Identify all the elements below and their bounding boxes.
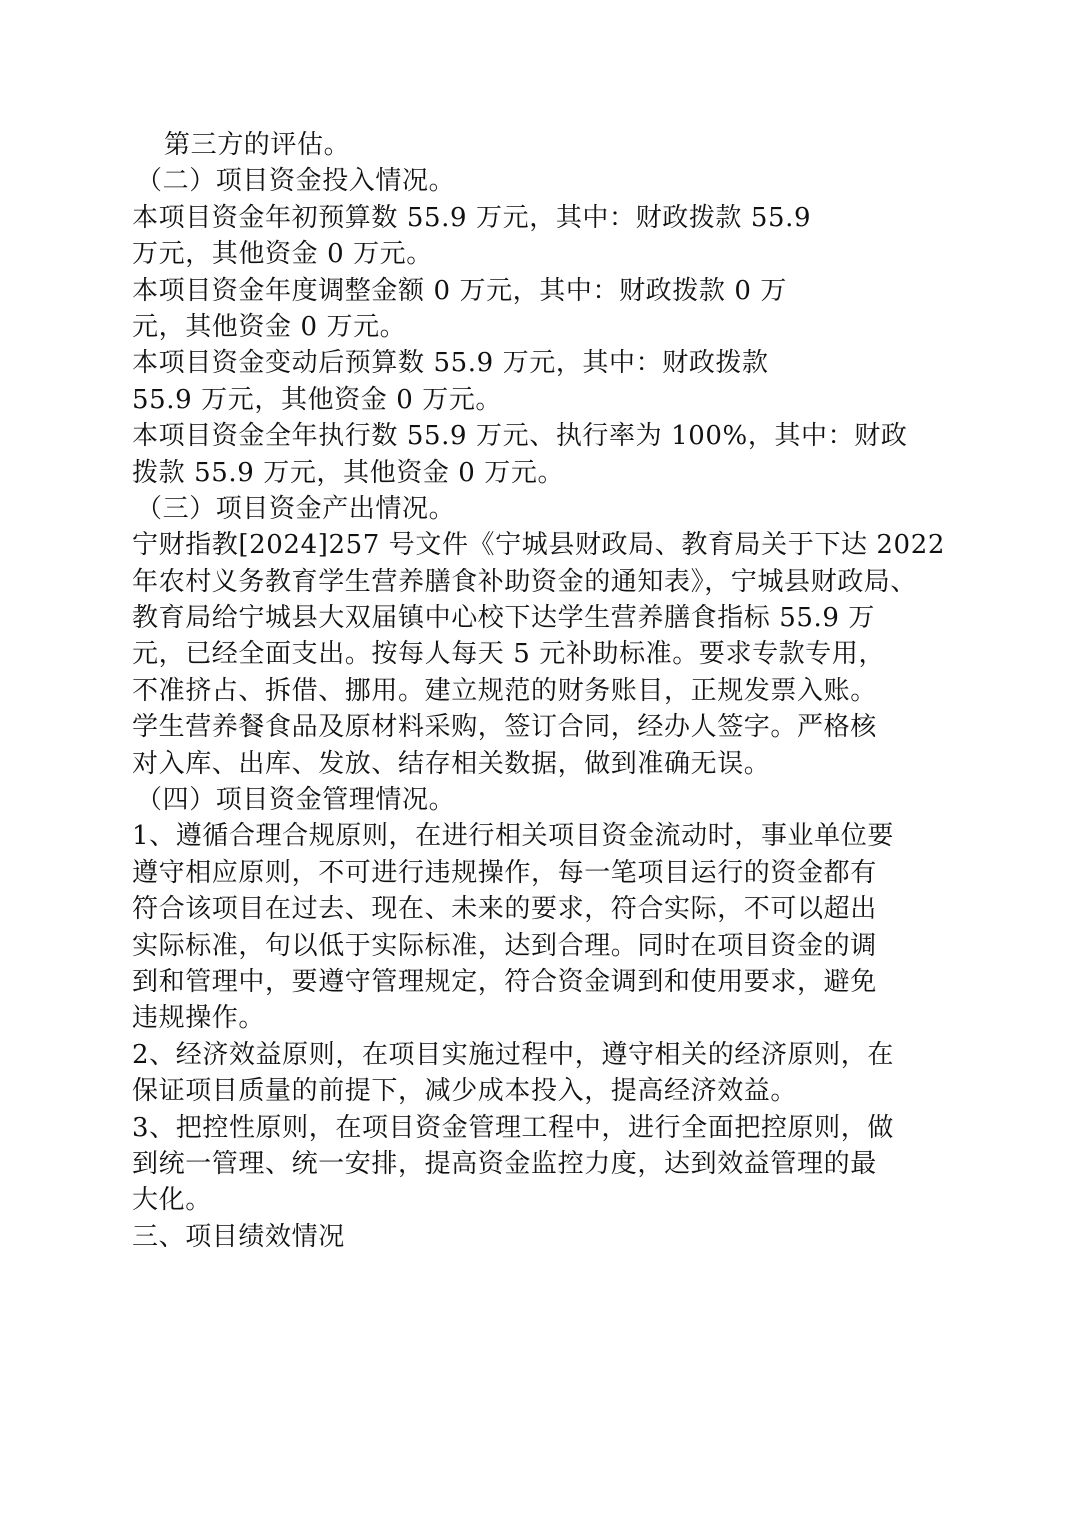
- paragraph-line: 1、遵循合理合规原则，在进行相关项目资金流动时，事业单位要: [132, 821, 894, 852]
- paragraph-line: 本项目资金年初预算数 55.9 万元，其中：财政拨款 55.9: [132, 202, 812, 233]
- paragraph-line: 本项目资金变动后预算数 55.9 万元，其中：财政拨款: [132, 348, 769, 379]
- paragraph-line: 保证项目质量的前提下，减少成本投入，提高经济效益。: [132, 1076, 798, 1107]
- paragraph-line: 万元，其他资金 0 万元。: [132, 239, 433, 270]
- paragraph-line: 本项目资金年度调整金额 0 万元，其中：财政拨款 0 万: [132, 275, 787, 306]
- paragraph-line: 55.9 万元，其他资金 0 万元。: [132, 384, 503, 415]
- paragraph-line: 不准挤占、拆借、挪用。建立规范的财务账目，正规发票入账。: [132, 675, 877, 706]
- paragraph-line: 大化。: [132, 1185, 212, 1216]
- section-heading: （四）项目资金管理情况。: [136, 785, 456, 816]
- paragraph-line: 宁财指教[2024]257 号文件《宁城县财政局、教育局关于下达 2022: [132, 530, 945, 561]
- paragraph-line: 到和管理中，要遵守管理规定，符合资金调到和使用要求，避免: [132, 966, 877, 997]
- paragraph-line: 拨款 55.9 万元，其他资金 0 万元。: [132, 457, 565, 488]
- document-body: [132, 127, 952, 1255]
- paragraph-line: 违规操作。: [132, 1003, 266, 1034]
- paragraph-line: 元，其他资金 0 万元。: [132, 311, 407, 342]
- paragraph-line: 元，已经全面支出。按每人每天 5 元补助标准。要求专款专用，: [132, 639, 886, 670]
- paragraph-line: 符合该项目在过去、现在、未来的要求，符合实际，不可以超出: [132, 894, 877, 925]
- paragraph-line: 到统一管理、统一安排，提高资金监控力度，达到效益管理的最: [132, 1148, 877, 1179]
- paragraph-line: 实际标准，句以低于实际标准，达到合理。同时在项目资金的调: [132, 930, 877, 961]
- section-heading: （二）项目资金投入情况。: [136, 166, 456, 197]
- section-heading: 三、项目绩效情况: [132, 1221, 345, 1252]
- section-heading: （三）项目资金产出情况。: [136, 493, 456, 524]
- paragraph-line: 3、把控性原则，在项目资金管理工程中，进行全面把控原则，做: [132, 1112, 894, 1143]
- paragraph-line: 本项目资金全年执行数 55.9 万元、执行率为 100%，其中：财政: [132, 421, 908, 452]
- paragraph-line: 2、经济效益原则，在项目实施过程中，遵守相关的经济原则，在: [132, 1039, 894, 1070]
- paragraph-line: 对入库、出库、发放、结存相关数据，做到准确无误。: [132, 748, 771, 779]
- paragraph-line: 第三方的评估。: [164, 130, 351, 160]
- paragraph-line: 学生营养餐食品及原材料采购，签订合同，经办人签字。严格核: [132, 712, 877, 743]
- paragraph-line: 教育局给宁城县大双届镇中心校下达学生营养膳食指标 55.9 万: [132, 603, 876, 634]
- paragraph-line: 遵守相应原则，不可进行违规操作，每一笔项目运行的资金都有: [132, 857, 877, 888]
- paragraph-line: 年农村义务教育学生营养膳食补助资金的通知表》，宁城县财政局、: [132, 566, 918, 597]
